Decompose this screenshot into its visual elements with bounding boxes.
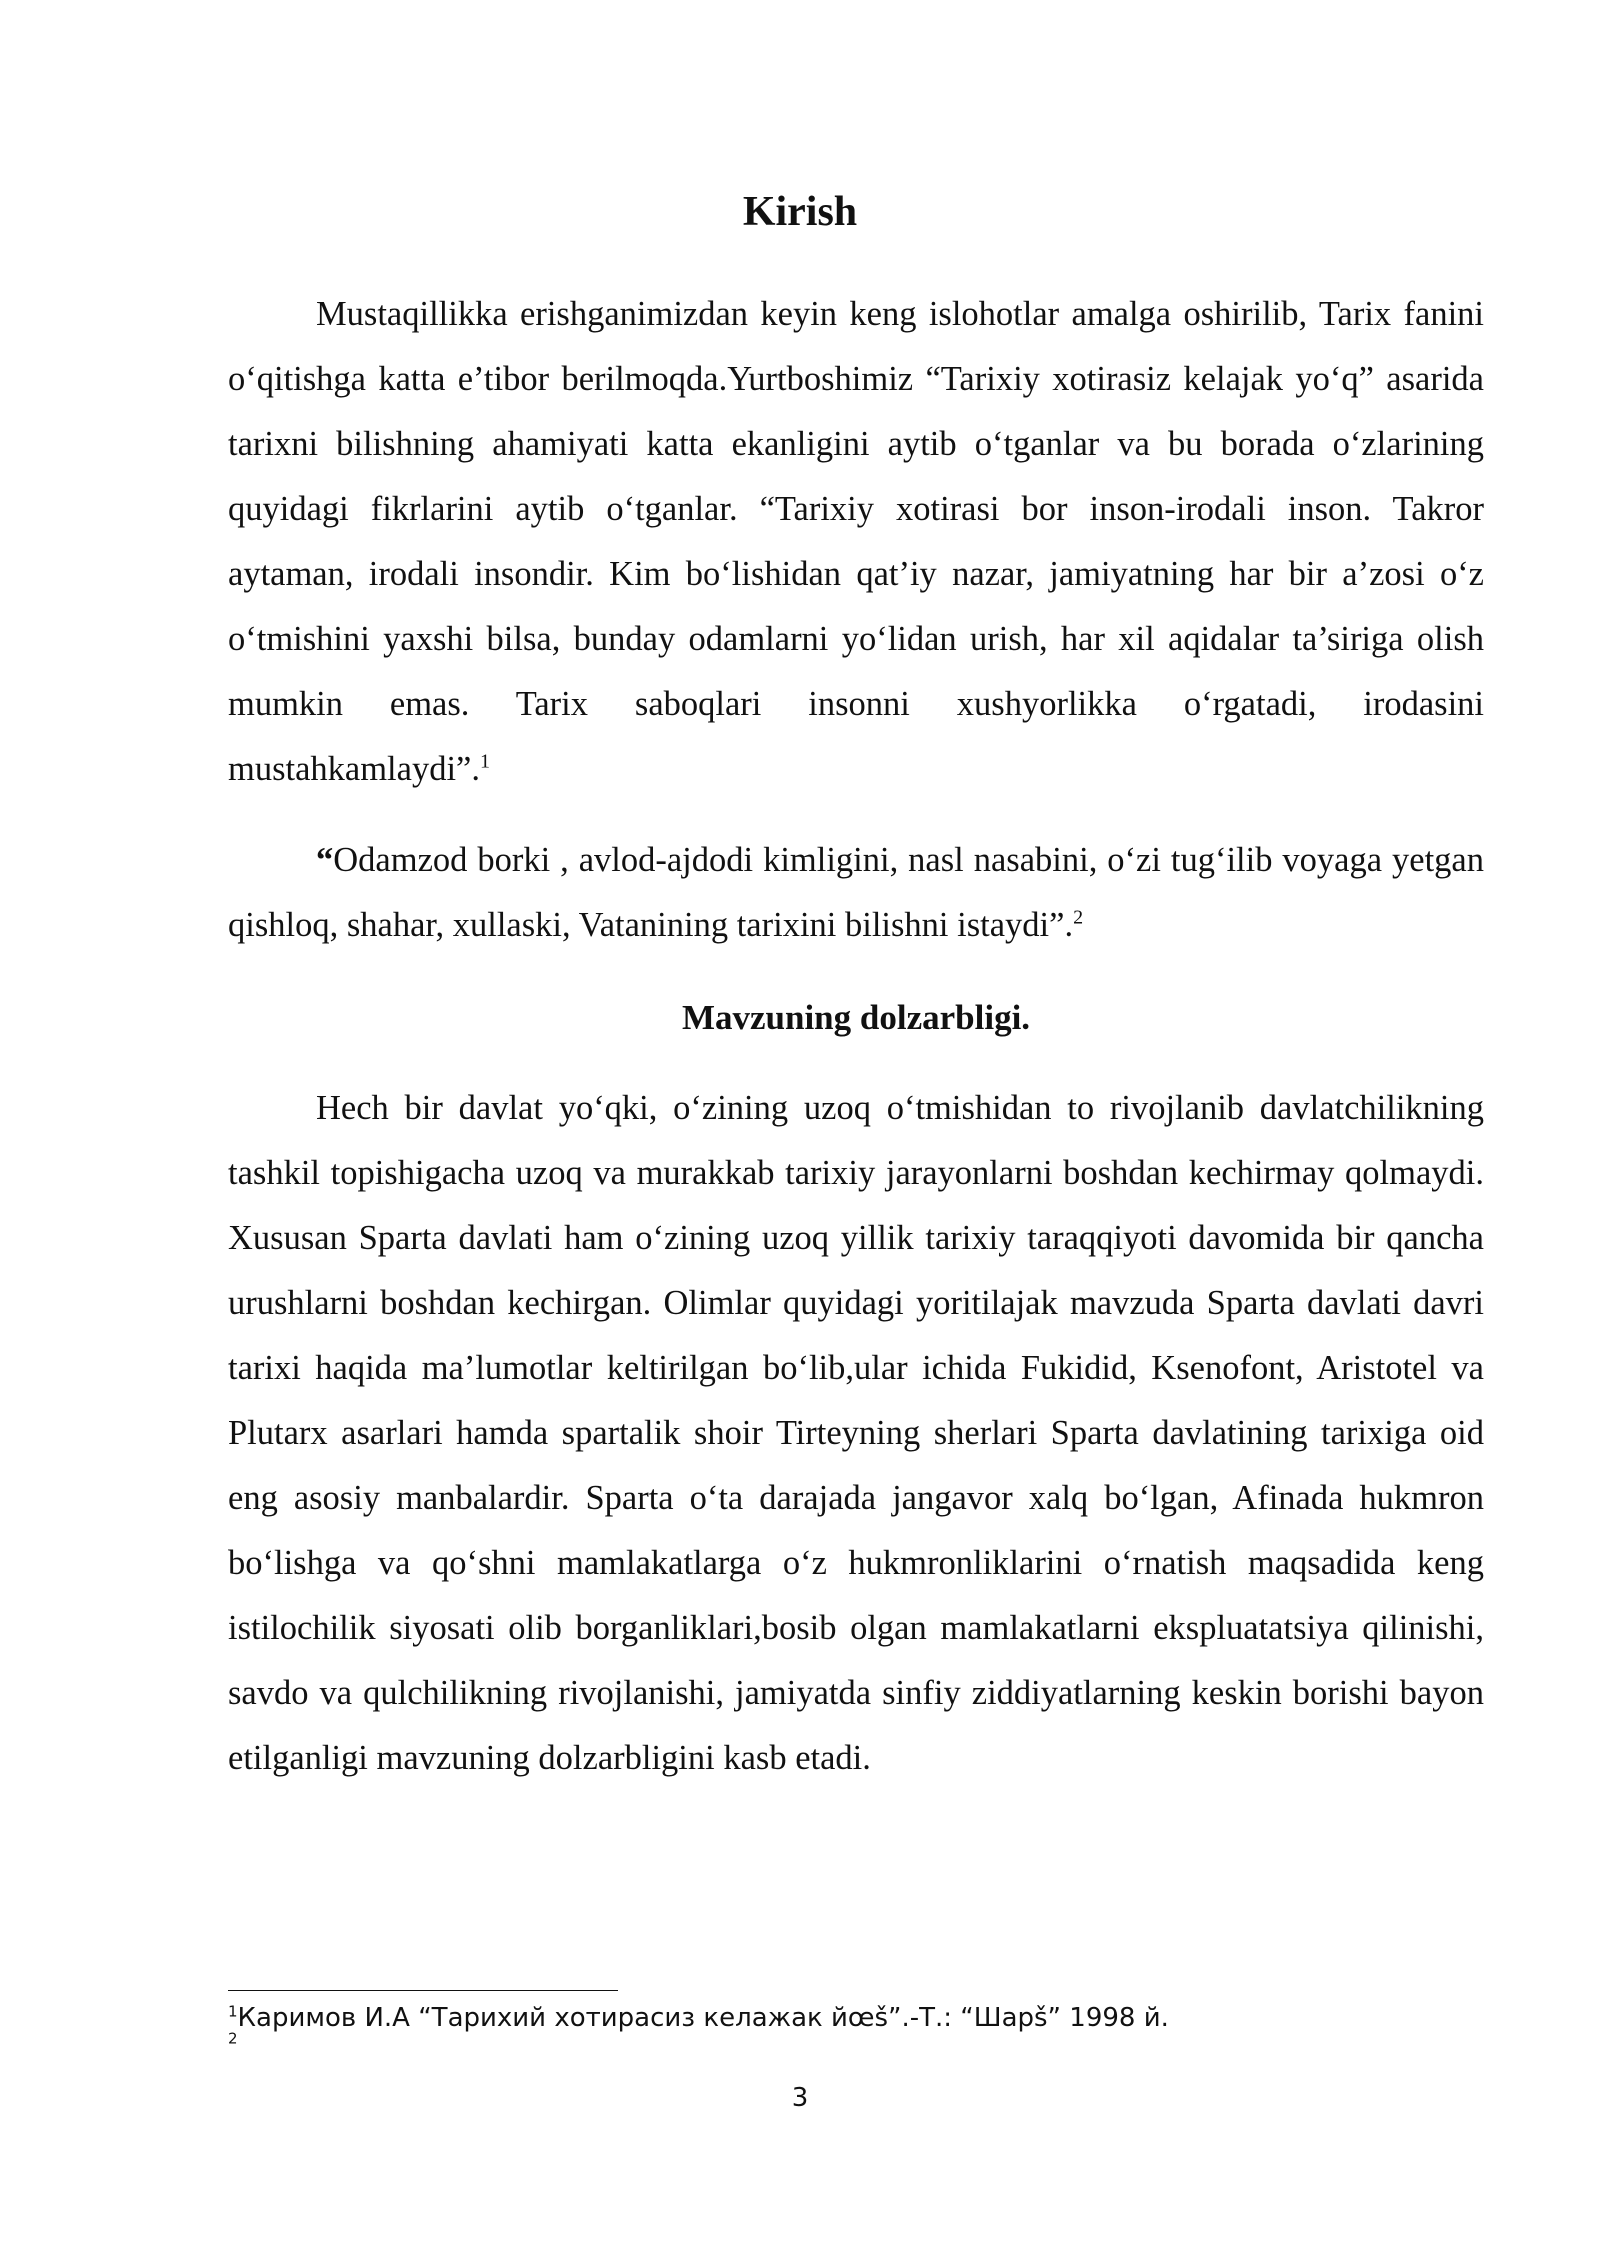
footnotes (228, 2000, 1484, 2054)
footnote-separator (228, 1990, 618, 1991)
footnote-mark-1: 1 (228, 2002, 238, 2021)
footnote-1 (228, 2000, 1484, 2036)
footnote-2 (228, 2029, 1484, 2054)
paragraph-intro-text: Mustaqillikka erishganimizdan keyin keng islohotlar amalga oshirilib, Tarix fanini o‘qitishga katta e’tibor berilmoqda.Yurtboshimiz “Tarixiy xotirasiz kelajak yo‘q” asarida tarixni bilishning ahamiyati katta ekanligini aytib o‘tganlar va bu borada o‘zlarining quyidagi fikrlarini aytib o‘tganlar. “Tarixiy xotirasi bor inson-irodali inson. Takror aytaman, irodali insondir. Kim bo‘lishidan qat’iy nazar, jamiyatning har bir a’zosi o‘z o‘tmishini yaxshi bilsa, bunday odamlarni yo‘lidan urish, har xil aqidalar ta’siriga olish mumkin emas. Tarix saboqlari insonni xushyorlikka o‘rgatadi, irodasini mustahkamlaydi”. (228, 295, 1484, 788)
footnote-ref-2[interactable]: 2 (1073, 906, 1084, 929)
paragraph-quote (228, 828, 1484, 958)
heading-relevance: Mavzuning dolzarbligi. (681, 998, 1031, 1037)
paragraph-relevance (228, 1076, 1484, 1791)
footnote-ref-1[interactable]: 1 (479, 750, 490, 773)
open-quote-mark: “ (316, 841, 334, 879)
heading-introduction: Kirish (742, 189, 858, 235)
paragraph-relevance-text: Hech bir davlat yo‘qki, o‘zining uzoq o‘tmishidan to rivojlanib davlatchilikning tashkil topishigacha uzoq va murakkab tarixiy jarayonlarni boshdan kechirmay qolmaydi. Xususan Sparta davlati ham o‘zining uzoq yillik tarixiy taraqqiyoti davomida bir qancha urushlarni boshdan kechirgan. Olimlar quyidagi yoritilajak mavzuda Sparta davlati davri tarixi haqida ma’lumotlar keltirilgan bo‘lib,ular ichida Fukidid, Ksenofont, Aristotel va Plutarx asarlari hamda spartalik shoir Tirteyning sherlari Sparta davlatining tarixiga oid eng asosiy manbalardir. Sparta o‘ta darajada jangavor xalq bo‘lgan, Afinada hukmron bo‘lishga va qo‘shni mamlakatlarga o‘z hukmronliklarini o‘rnatish maqsadida keng istilochilik siyosati olib borganliklari,bosib olgan mamlakatlarni ekspluatatsiya qilinishi, savdo va qulchilikning rivojlanishi, jamiyatda sinfiy ziddiyatlarning keskin borishi bayon etilganligi mavzuning dolzarbligini kasb etadi. (228, 1089, 1484, 1777)
paragraph-intro (228, 282, 1484, 802)
paragraph-quote-text: Odamzod borki , avlod-ajdodi kimligini, nasl nasabini, o‘zi tug‘ilib voyaga yetgan qishloq, shahar, xullaski, Vatanining tarixini bilishni istaydi”. (228, 841, 1484, 944)
page-number: 3 (791, 2083, 809, 2113)
footnote-mark-2: 2 (228, 2029, 238, 2048)
footnote-text-1: Каримов И.А “Тарихий хотирасиз келажак йœš”.-Т.: “Шарš” 1998 й. (237, 2003, 1169, 2033)
